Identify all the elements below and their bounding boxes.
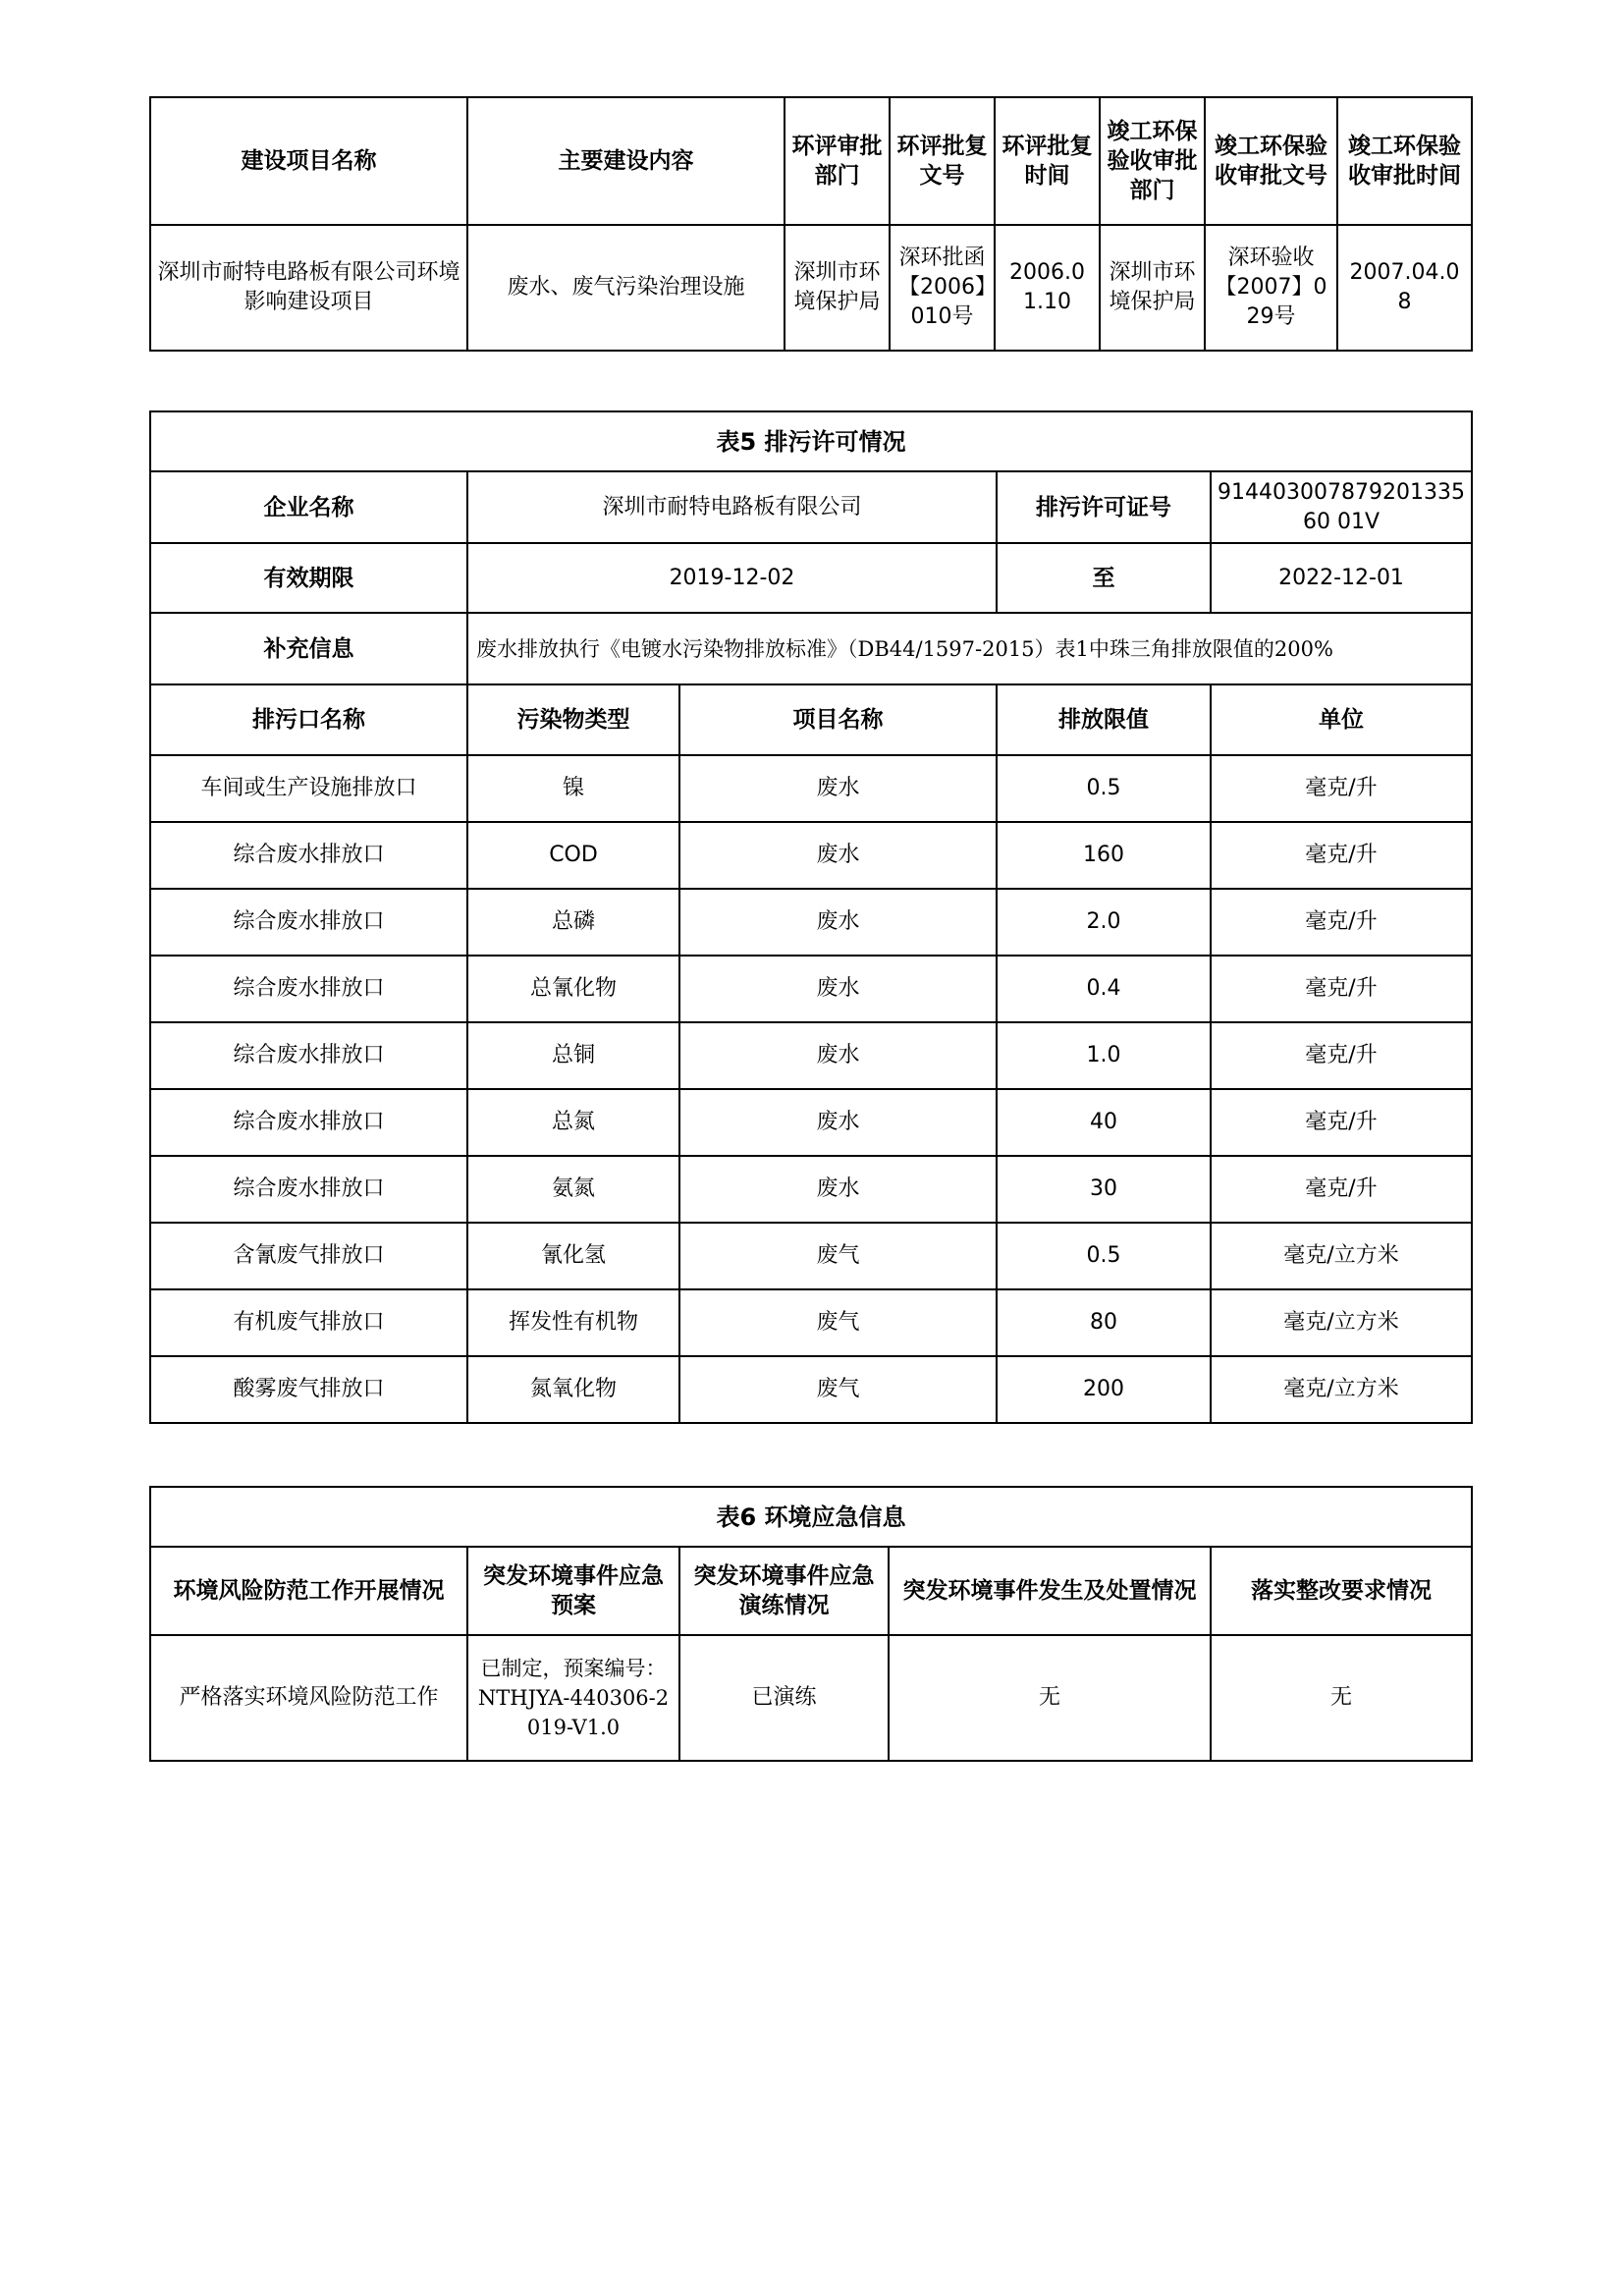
table-title: 表5 排污许可情况: [150, 411, 1472, 471]
table-row: [150, 956, 1472, 1022]
validity-to: 至: [997, 543, 1211, 613]
header-cell: 污染物类型: [467, 684, 679, 755]
table-cell: 综合废水排放口: [150, 956, 467, 1022]
table-cell: 30: [997, 1156, 1211, 1223]
table-row: [150, 225, 1472, 351]
table-cell: 废水: [679, 755, 997, 822]
table-cell: 镍: [467, 755, 679, 822]
table-cell: 毫克/升: [1211, 1089, 1472, 1156]
table-cell: 毫克/立方米: [1211, 1356, 1472, 1423]
table-cell: 综合废水排放口: [150, 1022, 467, 1089]
table-cell: 80: [997, 1289, 1211, 1356]
table-cell: 40: [997, 1089, 1211, 1156]
table-cell: 废水: [679, 1089, 997, 1156]
table-cell: 综合废水排放口: [150, 1089, 467, 1156]
table-cell: 氰化氢: [467, 1223, 679, 1289]
header-cell: 突发环境事件发生及处置情况: [889, 1547, 1211, 1635]
validity-start: 2019-12-02: [467, 543, 997, 613]
header-cell: 竣工环保验收审批部门: [1100, 97, 1205, 225]
table-cell: 总铜: [467, 1022, 679, 1089]
table-cell: 氨氮: [467, 1156, 679, 1223]
table-cell: 废气: [679, 1223, 997, 1289]
supplement-value: 废水排放执行《电镀水污染物排放标准》（DB44/1597-2015）表1中珠三角排放限值的200%: [467, 613, 1472, 684]
table-cell: 含氰废气排放口: [150, 1223, 467, 1289]
table-cell: 0.5: [997, 1223, 1211, 1289]
table-cell: 毫克/升: [1211, 1022, 1472, 1089]
table-cell: 废水: [679, 1156, 997, 1223]
table-cell: 综合废水排放口: [150, 889, 467, 956]
table-cell: 深环验收【2007】029号: [1205, 225, 1337, 351]
validity-label: 有效期限: [150, 543, 467, 613]
table-cell: 2006.01.10: [995, 225, 1100, 351]
header-cell: 环境风险防范工作开展情况: [150, 1547, 467, 1635]
header-cell: 突发环境事件应急演练情况: [679, 1547, 889, 1635]
table-cell: 废水: [679, 889, 997, 956]
table-cell: COD: [467, 822, 679, 889]
table-cell: 毫克/升: [1211, 889, 1472, 956]
table-cell: 已制定，预案编号：NTHJYA-440306-2019-V1.0: [467, 1635, 679, 1761]
table-title-row: [150, 1487, 1472, 1547]
supplement-label: 补充信息: [150, 613, 467, 684]
permit-label: 排污许可证号: [997, 471, 1211, 543]
table-cell: 毫克/立方米: [1211, 1289, 1472, 1356]
header-cell: 环评批复时间: [995, 97, 1100, 225]
table-cell: 深圳市环境保护局: [785, 225, 890, 351]
table-title-row: [150, 411, 1472, 471]
table-cell: 无: [889, 1635, 1211, 1761]
table-header-row: [150, 684, 1472, 755]
project-approval-table: [149, 96, 1473, 352]
table-cell: 综合废水排放口: [150, 1156, 467, 1223]
table-cell: 有机废气排放口: [150, 1289, 467, 1356]
header-cell: 环评批复文号: [890, 97, 995, 225]
header-cell: 竣工环保验收审批时间: [1337, 97, 1472, 225]
table-cell: 毫克/升: [1211, 822, 1472, 889]
header-cell: 排污口名称: [150, 684, 467, 755]
table-cell: 毫克/升: [1211, 755, 1472, 822]
table-title: 表6 环境应急信息: [150, 1487, 1472, 1547]
table-row: [150, 755, 1472, 822]
table-cell: 深圳市环境保护局: [1100, 225, 1205, 351]
table-row: [150, 1022, 1472, 1089]
emergency-info-table: [149, 1486, 1473, 1762]
table-cell: 200: [997, 1356, 1211, 1423]
table-cell: 废气: [679, 1289, 997, 1356]
table-cell: 总磷: [467, 889, 679, 956]
header-cell: 建设项目名称: [150, 97, 467, 225]
discharge-permit-table: [149, 410, 1473, 1424]
table-row: [150, 1156, 1472, 1223]
table-cell: 2007.04.08: [1337, 225, 1472, 351]
company-value: 深圳市耐特电路板有限公司: [467, 471, 997, 543]
table-cell: 总氰化物: [467, 956, 679, 1022]
table-row: [150, 1289, 1472, 1356]
table-cell: 总氮: [467, 1089, 679, 1156]
table-cell: 废水: [679, 956, 997, 1022]
table-cell: 已演练: [679, 1635, 889, 1761]
permit-value: 91440300787920133560 01V: [1211, 471, 1472, 543]
table-cell: 废水、废气污染治理设施: [467, 225, 785, 351]
table-cell: 深环批函【2006】010号: [890, 225, 995, 351]
header-cell: 竣工环保验收审批文号: [1205, 97, 1337, 225]
table-cell: 挥发性有机物: [467, 1289, 679, 1356]
table-cell: 无: [1211, 1635, 1472, 1761]
header-cell: 项目名称: [679, 684, 997, 755]
table-cell: 毫克/立方米: [1211, 1223, 1472, 1289]
company-row: [150, 471, 1472, 543]
table-cell: 酸雾废气排放口: [150, 1356, 467, 1423]
validity-row: [150, 543, 1472, 613]
header-cell: 突发环境事件应急预案: [467, 1547, 679, 1635]
header-cell: 环评审批部门: [785, 97, 890, 225]
table-row: [150, 1223, 1472, 1289]
table-cell: 深圳市耐特电路板有限公司环境影响建设项目: [150, 225, 467, 351]
table-cell: 160: [997, 822, 1211, 889]
header-cell: 排放限值: [997, 684, 1211, 755]
table-row: [150, 1089, 1472, 1156]
table-cell: 毫克/升: [1211, 1156, 1472, 1223]
table-cell: 废水: [679, 1022, 997, 1089]
table-row: [150, 889, 1472, 956]
table-cell: 氮氧化物: [467, 1356, 679, 1423]
table-cell: 2.0: [997, 889, 1211, 956]
table-row: [150, 1635, 1472, 1761]
table-cell: 0.5: [997, 755, 1211, 822]
table-cell: 严格落实环境风险防范工作: [150, 1635, 467, 1761]
table-cell: 废气: [679, 1356, 997, 1423]
table-cell: 综合废水排放口: [150, 822, 467, 889]
table-row: [150, 1356, 1472, 1423]
table-cell: 毫克/升: [1211, 956, 1472, 1022]
validity-end: 2022-12-01: [1211, 543, 1472, 613]
header-cell: 主要建设内容: [467, 97, 785, 225]
table-cell: 废水: [679, 822, 997, 889]
table-row: [150, 822, 1472, 889]
header-cell: 落实整改要求情况: [1211, 1547, 1472, 1635]
table-header-row: [150, 1547, 1472, 1635]
supplement-row: [150, 613, 1472, 684]
table-header-row: [150, 97, 1472, 225]
header-cell: 单位: [1211, 684, 1472, 755]
table-cell: 1.0: [997, 1022, 1211, 1089]
company-label: 企业名称: [150, 471, 467, 543]
table-cell: 车间或生产设施排放口: [150, 755, 467, 822]
table-cell: 0.4: [997, 956, 1211, 1022]
